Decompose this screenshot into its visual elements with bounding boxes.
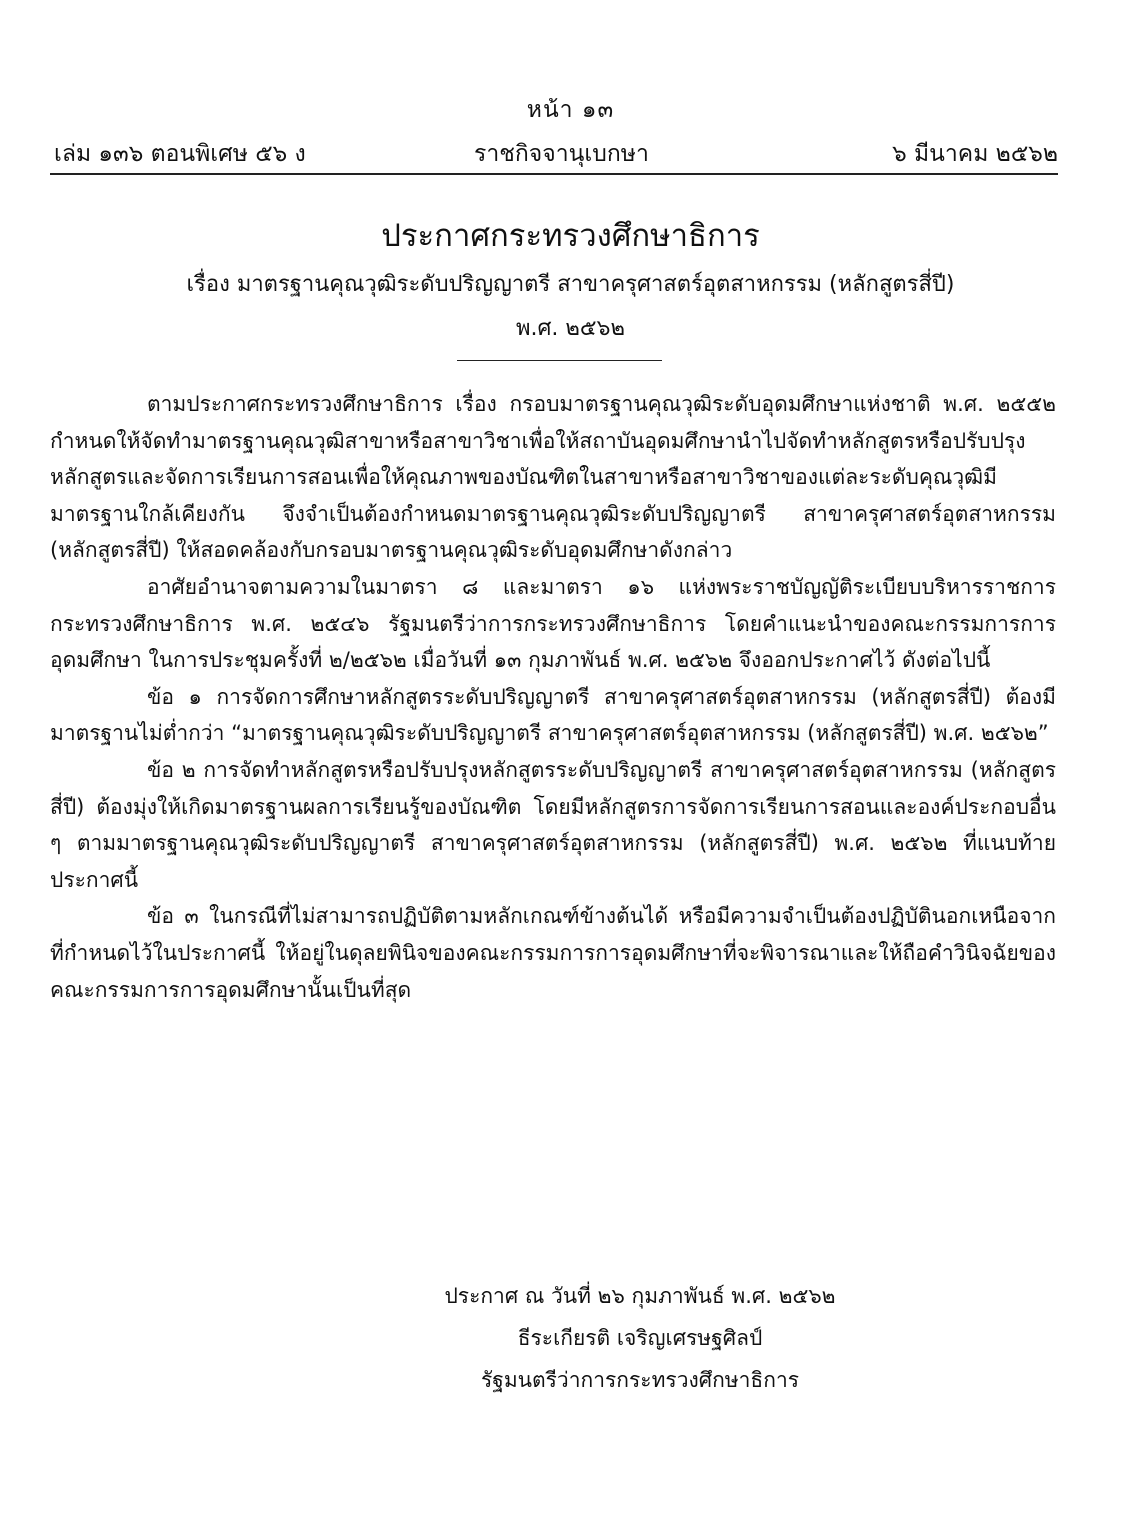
document-title: ประกาศกระทรวงศึกษาธิการ [381,218,760,254]
paragraph-clause-1: ข้อ ๑ การจัดการศึกษาหลักสูตรระดับปริญญาตรี สาขาครุศาสตร์อุตสาหกรรม (หลักสูตรสี่ปี) ต้องมีมาตรฐานไม่ต่ำกว่า “มาตรฐานคุณวุฒิระดับปริญญาตรี สาขาครุศาสตร์อุตสาหกรรม (หลักสูตรสี่ปี) พ.ศ. ๒๕๖๒” [50,684,1056,746]
gazette-header [50,136,1058,170]
document-subject: เรื่อง มาตรฐานคุณวุฒิระดับปริญญาตรี สาขาครุศาสตร์อุตสาหกรรม (หลักสูตรสี่ปี) [186,272,955,297]
gazette-name: ราชกิจจานุเบกษา [474,141,649,167]
paragraph-authority: อาศัยอำนาจตามความในมาตรา ๘ และมาตรา ๑๖ แห่งพระราชบัญญัติระเบียบบริหารราชการกระทรวงศึกษาธิการ พ.ศ. ๒๕๔๖ รัฐมนตรีว่าการกระทรวงศึกษาธิการ โดยคำแนะนำของคณะกรรมการการอุดมศึกษา ในการประชุมครั้งที่ ๒/๒๕๖๒ เมื่อวันที่ ๑๓ กุมภาพันธ์ พ.ศ. ๒๕๖๒ จึงออกประกาศไว้ ดังต่อไปนี้ [50,574,1056,673]
document-year: พ.ศ. ๒๕๖๒ [515,316,626,341]
paragraph-clause-2: ข้อ ๒ การจัดทำหลักสูตรหรือปรับปรุงหลักสูตรระดับปริญญาตรี สาขาครุศาสตร์อุตสาหกรรม (หลักสูตรสี่ปี) ต้องมุ่งให้เกิดมาตรฐานผลการเรียนรู้ของบัณฑิต โดยมีหลักสูตรการจัดการเรียนการสอนและองค์ประกอบอื่น ๆ ตามมาตรฐานคุณวุฒิระดับปริญญาตรี สาขาครุศาสตร์อุตสาหกรรม (หลักสูตรสี่ปี) พ.ศ. ๒๕๖๒ ที่แนบท้ายประกาศนี้ [50,757,1056,892]
signatory-name: ธีระเกียรติ เจริญเศรษฐศิลป์ [517,1326,763,1350]
signature-block [360,1275,920,1401]
header-divider [50,173,1058,175]
document-body [50,386,1056,1008]
announcement-date: ประกาศ ณ วันที่ ๒๖ กุมภาพันธ์ พ.ศ. ๒๕๖๒ [444,1284,836,1308]
volume-issue: เล่ม ๑๓๖ ตอนพิเศษ ๕๖ ง [54,141,306,167]
title-divider [457,360,662,361]
signatory-position: รัฐมนตรีว่าการกระทรวงศึกษาธิการ [480,1368,800,1392]
publication-date: ๖ มีนาคม ๒๕๖๒ [892,141,1058,167]
page-number: หน้า ๑๓ [526,97,615,123]
paragraph-preamble: ตามประกาศกระทรวงศึกษาธิการ เรื่อง กรอบมาตรฐานคุณวุฒิระดับอุดมศึกษาแห่งชาติ พ.ศ. ๒๕๕๒ กำหนดให้จัดทำมาตรฐานคุณวุฒิสาขาหรือสาขาวิชาเพื่อให้สถาบันอุดมศึกษานำไปจัดทำหลักสูตรหรือปรับปรุงหลักสูตรและจัดการเรียนการสอนเพื่อให้คุณภาพของบัณฑิตในสาขาหรือสาขาวิชาของแต่ละระดับคุณวุฒิมีมาตรฐานใกล้เคียงกัน จึงจำเป็นต้องกำหนดมาตรฐานคุณวุฒิระดับปริญญาตรี สาขาครุศาสตร์อุตสาหกรรม (หลักสูตรสี่ปี) ให้สอดคล้องกับกรอบมาตรฐานคุณวุฒิระดับอุดมศึกษาดังกล่าว [50,392,1056,563]
paragraph-clause-3: ข้อ ๓ ในกรณีที่ไม่สามารถปฏิบัติตามหลักเกณฑ์ข้างต้นได้ หรือมีความจำเป็นต้องปฏิบัตินอกเหนือจากที่กำหนดไว้ในประกาศนี้ ให้อยู่ในดุลยพินิจของคณะกรรมการการอุดมศึกษาที่จะพิจารณาและให้ถือคำวินิจฉัยของคณะกรรมการการอุดมศึกษานั้นเป็นที่สุด [50,904,1056,1002]
